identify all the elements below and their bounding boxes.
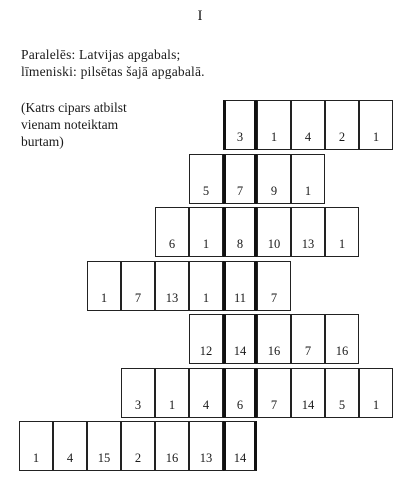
grid-cell [121,261,155,311]
cell-number: 6 [168,237,176,251]
grid-cell [291,368,325,418]
grid-cell [359,368,393,418]
cell-number: 7 [270,290,278,305]
cell-number: 7 [134,290,142,305]
instruction-horizontal: līmeniski: pilsētas šajā apgabalā. [21,64,205,79]
cell-number: 7 [236,183,244,198]
cell-number: 8 [236,237,244,251]
cell-number: 7 [270,397,278,412]
grid-cell [19,421,53,471]
cell-number: 15 [97,451,111,465]
cell-number: 3 [134,397,142,412]
cell-number: 11 [233,290,247,305]
cell-number: 13 [301,237,315,251]
cell-number: 1 [168,397,176,412]
cell-number: 13 [165,290,179,305]
note-line-2: vienam noteiktam [21,117,119,132]
grid-cell [359,100,393,150]
cell-number: 1 [372,130,380,144]
grid-cell [53,421,87,471]
cell-number: 1 [32,451,40,465]
instruction-parallel: Paralelēs: Latvijas apgabals; [21,47,181,62]
cell-number: 1 [372,397,380,412]
cell-number: 4 [304,130,312,144]
cell-number: 5 [338,397,346,412]
cell-number: 4 [202,397,210,412]
cell-number: 1 [100,290,108,305]
grid-cell [257,368,291,418]
grid-cell [257,314,291,364]
cell-number: 7 [304,344,312,358]
cell-number: 10 [267,237,281,251]
grid-cell [155,421,189,471]
grid-cell [189,421,223,471]
cell-number: 2 [338,130,346,144]
key-column-cell [223,261,257,311]
cell-number: 14 [301,397,315,412]
note-line-1: (Katrs cipars atbilst [21,100,127,115]
cell-number: 16 [165,451,179,465]
key-column-cell [223,154,257,204]
grid-cell [257,261,291,311]
grid-cell [155,207,189,257]
cell-number: 6 [236,397,244,412]
cell-number: 1 [202,290,210,305]
grid-cell [291,207,325,257]
grid-cell [87,261,121,311]
grid-cell [155,261,189,311]
grid-cell [87,421,121,471]
grid-cell [325,100,359,150]
grid-cell [257,100,291,150]
grid-cell [121,368,155,418]
grid-cell [291,314,325,364]
cell-number: 1 [338,237,346,251]
grid-cell [189,154,223,204]
cell-number: 16 [335,344,349,358]
grid-cell [257,207,291,257]
grid-cell [189,261,223,311]
cell-number: 12 [199,344,213,358]
grid-cell [257,154,291,204]
cell-number: 5 [202,183,210,198]
cell-number: 14 [233,451,247,465]
grid-cell [121,421,155,471]
key-column-cell [223,314,257,364]
grid-cell [155,368,189,418]
cell-number: 1 [202,237,210,251]
cell-number: 16 [267,344,281,358]
grid-cell [325,314,359,364]
grid-cell [189,314,223,364]
cell-number: 1 [304,183,312,198]
cell-number: 3 [236,130,244,144]
grid-cell [291,100,325,150]
page-heading: I [197,8,203,24]
grid-cell [189,207,223,257]
cell-number: 1 [270,130,278,144]
key-column-cell [223,100,257,150]
cell-number: 14 [233,344,247,358]
key-column-cell [223,207,257,257]
grid-cell [189,368,223,418]
grid-cell [325,207,359,257]
grid-cell [291,154,325,204]
cell-number: 4 [66,451,74,465]
key-column-cell [223,421,257,471]
cell-number: 2 [134,451,142,465]
cell-number: 9 [270,183,278,198]
grid-cell [325,368,359,418]
cell-number: 13 [199,451,213,465]
note-line-3: burtam) [21,134,64,149]
key-column-cell [223,368,257,418]
